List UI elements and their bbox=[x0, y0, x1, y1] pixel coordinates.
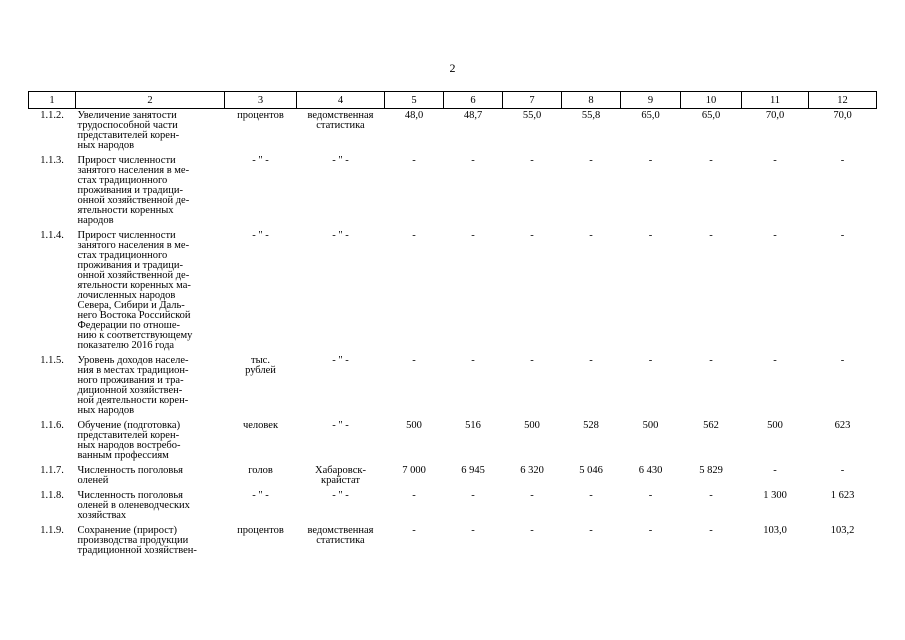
text-line: ванным профессиям bbox=[77, 450, 169, 461]
value-cell: - bbox=[773, 465, 777, 476]
text-line: проживания и традици- bbox=[77, 260, 183, 271]
value-cell: - bbox=[530, 155, 534, 166]
value-cell: 528 bbox=[583, 420, 599, 431]
indicator-name-cell bbox=[76, 354, 225, 419]
text-line: традиционной хозяйствен- bbox=[77, 545, 197, 556]
column-number-header: 12 bbox=[809, 92, 877, 109]
column-number-header: 11 bbox=[742, 92, 809, 109]
value-cell: - bbox=[589, 490, 593, 501]
text-line: оленей bbox=[77, 475, 109, 486]
text-line: Прирост численности bbox=[77, 230, 176, 241]
table-row bbox=[29, 154, 877, 229]
text-line: ных народов востребо- bbox=[77, 440, 181, 451]
unit-cell bbox=[225, 229, 297, 354]
text-line: ведомственная bbox=[307, 525, 374, 536]
value-cell: - bbox=[471, 525, 475, 536]
text-line: ной деятельности корен- bbox=[77, 395, 189, 406]
text-line: статистика bbox=[316, 535, 365, 546]
value-cell: - bbox=[589, 355, 593, 366]
value-cell: - bbox=[773, 155, 777, 166]
column-number-header: 4 bbox=[297, 92, 385, 109]
value-cell: - bbox=[471, 355, 475, 366]
value-cell: 48,0 bbox=[404, 110, 424, 121]
indicators-table bbox=[28, 91, 877, 559]
value-cell: - bbox=[648, 155, 653, 166]
source-cell bbox=[297, 419, 385, 464]
value-cell: - bbox=[589, 230, 593, 241]
table-row bbox=[29, 524, 877, 559]
unit-cell bbox=[225, 419, 297, 464]
text-line: Численность поголовья bbox=[77, 490, 184, 501]
unit-cell bbox=[225, 489, 297, 524]
value-cell: - bbox=[471, 490, 475, 501]
text-line: стах традиционного bbox=[77, 250, 168, 261]
text-line: - " - bbox=[252, 230, 269, 241]
text-line: него Востока Российской bbox=[77, 310, 191, 321]
column-number-header: 1 bbox=[29, 92, 76, 109]
value-cell: - bbox=[589, 155, 593, 166]
value-cell: 70,0 bbox=[833, 110, 852, 121]
row-number-cell: 1.1.4. bbox=[40, 230, 64, 241]
text-line: - " - bbox=[332, 490, 349, 501]
value-cell: 516 bbox=[465, 420, 481, 431]
text-line: онной хозяйственной де- bbox=[77, 270, 190, 281]
value-cell: 623 bbox=[834, 420, 851, 431]
column-number-header: 5 bbox=[385, 92, 444, 109]
text-line: тыс. bbox=[251, 355, 270, 366]
value-cell: - bbox=[530, 525, 534, 536]
text-line: Численность поголовья bbox=[77, 465, 184, 476]
source-cell bbox=[297, 354, 385, 419]
text-line: нию к соответствующему bbox=[77, 330, 193, 341]
value-cell: - bbox=[709, 490, 713, 501]
value-cell: 7 000 bbox=[402, 465, 426, 476]
text-line: ных народов bbox=[77, 140, 135, 151]
text-line: представителей корен- bbox=[77, 430, 180, 441]
value-cell: - bbox=[773, 230, 777, 241]
table-row bbox=[29, 229, 877, 354]
value-cell: 55,8 bbox=[581, 110, 601, 121]
value-cell: - bbox=[412, 355, 416, 366]
text-line: народов bbox=[77, 215, 114, 226]
text-line: ведомственная bbox=[307, 110, 374, 121]
row-number-cell: 1.1.2. bbox=[40, 110, 64, 121]
source-cell bbox=[297, 229, 385, 354]
text-line: процентов bbox=[237, 110, 284, 121]
text-line: ятельности коренных ма- bbox=[77, 280, 191, 291]
text-line: представителей корен- bbox=[77, 130, 180, 141]
text-line: производства продукции bbox=[77, 535, 189, 546]
value-cell: 65,0 bbox=[701, 110, 721, 121]
indicator-name-cell bbox=[76, 489, 225, 524]
text-line: хозяйствах bbox=[77, 510, 127, 521]
unit-cell bbox=[225, 154, 297, 229]
value-cell: - bbox=[840, 355, 845, 366]
row-number-cell: 1.1.3. bbox=[40, 155, 64, 166]
source-cell bbox=[297, 109, 385, 155]
text-line: - " - bbox=[332, 355, 349, 366]
text-line: диционной хозяйствен- bbox=[77, 385, 183, 396]
indicator-name-cell bbox=[76, 464, 225, 489]
text-line: Федерации по отноше- bbox=[77, 320, 181, 331]
table-row bbox=[29, 464, 877, 489]
text-line: занятого населения в ме- bbox=[77, 165, 190, 176]
text-line: статистика bbox=[316, 120, 365, 131]
table-row bbox=[29, 109, 877, 155]
text-line: ных народов bbox=[77, 405, 135, 416]
unit-cell bbox=[225, 524, 297, 559]
value-cell: - bbox=[412, 490, 416, 501]
source-cell bbox=[297, 464, 385, 489]
value-cell: 500 bbox=[406, 420, 422, 431]
value-cell: 500 bbox=[767, 420, 783, 431]
value-cell: - bbox=[530, 355, 534, 366]
value-cell: 70,0 bbox=[765, 110, 785, 121]
source-cell bbox=[297, 489, 385, 524]
value-cell: 6 430 bbox=[638, 465, 663, 476]
value-cell: 55,0 bbox=[522, 110, 542, 121]
text-line: Уровень доходов населе- bbox=[77, 355, 189, 366]
text-line: занятого населения в ме- bbox=[77, 240, 190, 251]
text-line: стах традиционного bbox=[77, 175, 168, 186]
value-cell: - bbox=[471, 230, 475, 241]
source-cell bbox=[297, 154, 385, 229]
text-line: Хабаровск- bbox=[315, 465, 366, 476]
row-number-cell: 1.1.9. bbox=[40, 525, 64, 536]
value-cell: - bbox=[709, 525, 713, 536]
text-line: крайстат bbox=[321, 475, 360, 486]
text-line: рублей bbox=[245, 365, 276, 376]
page-number: 2 bbox=[449, 61, 456, 75]
text-line: Обучение (подготовка) bbox=[77, 420, 181, 431]
value-cell: - bbox=[648, 230, 653, 241]
indicator-name-cell bbox=[76, 524, 225, 559]
row-number-cell: 1.1.7. bbox=[40, 465, 64, 476]
indicator-name-cell bbox=[76, 154, 225, 229]
value-cell: - bbox=[412, 525, 416, 536]
value-cell: - bbox=[530, 490, 534, 501]
column-number-header: 7 bbox=[503, 92, 562, 109]
value-cell: 5 046 bbox=[579, 465, 603, 476]
column-number-row bbox=[29, 92, 877, 109]
value-cell: 1 623 bbox=[830, 490, 855, 501]
value-cell: - bbox=[412, 155, 416, 166]
indicator-name-cell bbox=[76, 229, 225, 354]
column-number-header: 8 bbox=[562, 92, 621, 109]
column-number-header: 9 bbox=[621, 92, 681, 109]
text-line: лочисленных народов bbox=[77, 290, 176, 301]
text-line: ного проживания и тра- bbox=[77, 375, 184, 386]
value-cell: - bbox=[530, 230, 534, 241]
value-cell: - bbox=[773, 355, 777, 366]
value-cell: - bbox=[648, 355, 653, 366]
text-line: Прирост численности bbox=[77, 155, 176, 166]
unit-cell bbox=[225, 464, 297, 489]
text-line: - " - bbox=[252, 490, 269, 501]
value-cell: 500 bbox=[524, 420, 540, 431]
unit-cell bbox=[225, 109, 297, 155]
value-cell: - bbox=[709, 230, 713, 241]
value-cell: 48,7 bbox=[463, 110, 483, 121]
value-cell: 1 300 bbox=[763, 490, 787, 501]
text-line: онной хозяйственной де- bbox=[77, 195, 190, 206]
column-number-header: 10 bbox=[681, 92, 742, 109]
value-cell: 65,0 bbox=[641, 110, 660, 121]
unit-cell bbox=[225, 354, 297, 419]
text-line: - " - bbox=[332, 155, 349, 166]
row-number-cell: 1.1.5. bbox=[40, 355, 64, 366]
text-line: проживания и традици- bbox=[77, 185, 183, 196]
text-line: ния в местах традицион- bbox=[77, 365, 189, 376]
value-cell: - bbox=[840, 155, 845, 166]
text-line: оленей в оленеводческих bbox=[77, 500, 190, 511]
column-number-header: 2 bbox=[76, 92, 225, 109]
value-cell: - bbox=[648, 490, 653, 501]
value-cell: 562 bbox=[703, 420, 719, 431]
text-line: процентов bbox=[237, 525, 284, 536]
table-row bbox=[29, 354, 877, 419]
value-cell: 5 829 bbox=[699, 465, 723, 476]
text-line: ятельности коренных bbox=[77, 205, 174, 216]
table-body bbox=[29, 109, 877, 560]
text-line: - " - bbox=[332, 420, 349, 431]
text-line: Увеличение занятости bbox=[77, 110, 177, 121]
column-number-header: 6 bbox=[444, 92, 503, 109]
text-line: показателю 2016 года bbox=[77, 340, 175, 351]
value-cell: - bbox=[589, 525, 593, 536]
row-number-cell: 1.1.8. bbox=[40, 490, 64, 501]
text-line: трудоспособной части bbox=[77, 120, 178, 131]
table-row bbox=[29, 419, 877, 464]
text-line: - " - bbox=[332, 230, 349, 241]
row-number-cell: 1.1.6. bbox=[40, 420, 64, 431]
value-cell: - bbox=[709, 155, 713, 166]
value-cell: 6 320 bbox=[520, 465, 544, 476]
value-cell: - bbox=[648, 525, 653, 536]
value-cell: - bbox=[412, 230, 416, 241]
value-cell: 103,0 bbox=[763, 525, 787, 536]
value-cell: 6 945 bbox=[461, 465, 485, 476]
text-line: - " - bbox=[252, 155, 269, 166]
value-cell: - bbox=[840, 465, 845, 476]
value-cell: - bbox=[709, 355, 713, 366]
text-line: Севера, Сибири и Даль- bbox=[77, 300, 185, 311]
column-number-header: 3 bbox=[225, 92, 297, 109]
table-row bbox=[29, 489, 877, 524]
text-line: человек bbox=[242, 420, 279, 431]
indicator-name-cell bbox=[76, 109, 225, 155]
text-line: голов bbox=[248, 465, 273, 476]
value-cell: 103,2 bbox=[830, 525, 855, 536]
value-cell: - bbox=[471, 155, 475, 166]
value-cell: 500 bbox=[642, 420, 659, 431]
indicator-name-cell bbox=[76, 419, 225, 464]
source-cell bbox=[297, 524, 385, 559]
value-cell: - bbox=[840, 230, 845, 241]
text-line: Сохранение (прирост) bbox=[77, 525, 177, 536]
